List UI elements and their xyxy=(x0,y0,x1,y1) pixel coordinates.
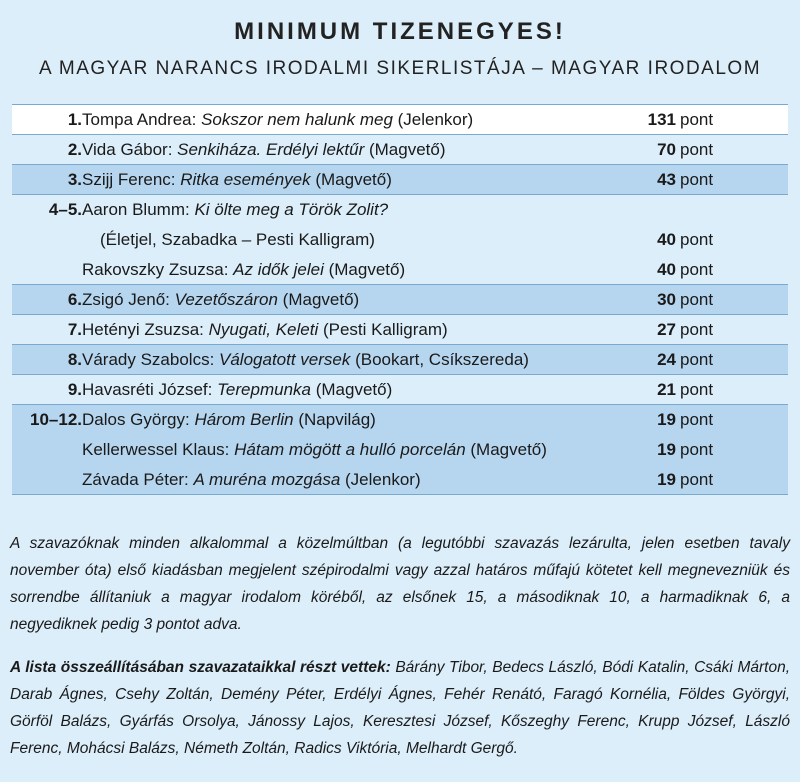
publisher: (Magvető) xyxy=(364,140,446,159)
rank: 3. xyxy=(67,170,82,189)
table-row xyxy=(12,465,788,495)
book-title: Válogatott versek xyxy=(219,350,351,369)
table-row xyxy=(12,285,788,315)
score: 131 xyxy=(647,110,676,129)
book-title: Nyugati, Keleti xyxy=(208,320,319,339)
table-row xyxy=(12,315,788,345)
ranking-table xyxy=(12,104,788,495)
rank: 4–5. xyxy=(48,200,82,219)
entry xyxy=(82,165,392,195)
entry xyxy=(82,285,359,315)
book-title: Ki ölte meg a Török Zolit? xyxy=(194,200,389,219)
score-unit: pont xyxy=(680,440,714,459)
entry xyxy=(82,135,445,165)
author: Szijj Ferenc: xyxy=(82,170,181,189)
author: Várady Szabolcs: xyxy=(82,350,220,369)
book-title: Vezetőszáron xyxy=(174,290,278,309)
publisher: (Bookart, Csíkszereda) xyxy=(350,350,529,369)
score-unit: pont xyxy=(680,140,714,159)
score: 27 xyxy=(657,320,676,339)
author: Aaron Blumm: xyxy=(82,200,195,219)
score: 19 xyxy=(657,410,676,429)
book-title: Az idők jelei xyxy=(233,260,324,279)
table-row xyxy=(12,165,788,195)
publisher: (Magvető) xyxy=(277,290,360,309)
score: 40 xyxy=(657,260,676,279)
voters-names: Bárány Tibor, Bedecs László, Bódi Katalin, Csáki Márton, Darab Ágnes, Csehy Zoltán, Demény Péter, Erdélyi Ágnes, Fehér Renátó, Faragó Kornélia, Földes Györgyi, Görföl Balázs, Gyárfás Orsolya, Jánossy Lajos, Keresztesi József, Kőszeghy Ferenc, Krupp József, László Ferenc, Mohácsi Balázs, Németh Zoltán, Radics Viktória, Melhardt Gergő. xyxy=(10,659,791,757)
score: 19 xyxy=(657,470,676,489)
book-title: Senkiháza. Erdélyi lektűr xyxy=(177,140,365,159)
rank: 8. xyxy=(67,350,82,369)
rank: 7. xyxy=(67,320,82,339)
entry xyxy=(82,315,448,345)
entry xyxy=(82,465,421,495)
score: 19 xyxy=(657,440,676,459)
entry xyxy=(82,195,388,225)
author: Rakovszky Zsuzsa: xyxy=(82,260,234,279)
score-unit: pont xyxy=(680,170,714,189)
score: 21 xyxy=(657,380,676,399)
author: Tompa Andrea: xyxy=(82,110,202,129)
score: 40 xyxy=(657,230,676,249)
table-row xyxy=(12,435,788,465)
score: 24 xyxy=(657,350,676,369)
voters-paragraph xyxy=(10,654,790,762)
rank: 9. xyxy=(67,380,82,399)
author: (Életjel, Szabadka – Pesti Kalligram) xyxy=(100,230,375,249)
score: 70 xyxy=(657,140,676,159)
publisher: (Pesti Kalligram) xyxy=(318,320,448,339)
entry xyxy=(82,405,376,435)
entry xyxy=(82,435,547,465)
score: 30 xyxy=(657,290,676,309)
rank: 1. xyxy=(67,110,82,129)
voting-description: A szavazóknak minden alkalommal a közelmúltban (a legutóbbi szavazás lezárulta, jelen esetben tavaly november óta) első kiadásban megjelent szépirodalmi vagy azzal határos műfajú kötetet kell megnevezniük és sorrendbe állítaniuk a magyar irodalom köréből, az elsőnek 15, a másodiknak 10, a harmadiknak 6, a negyediknek pedig 3 pontot adva. xyxy=(10,535,790,633)
entry xyxy=(82,105,473,135)
author: Závada Péter: xyxy=(82,470,194,489)
publisher: (Magvető) xyxy=(310,170,392,189)
table-row xyxy=(12,225,788,255)
voters-label: A lista összeállításában szavazataikkal részt vettek: xyxy=(10,659,391,676)
book-title: Terepmunka xyxy=(217,380,311,399)
table-row xyxy=(12,375,788,405)
book-title: Sokszor nem halunk meg xyxy=(201,110,393,129)
score-unit: pont xyxy=(680,320,714,339)
author: Hetényi Zsuzsa: xyxy=(82,320,209,339)
author: Kellerwessel Klaus: xyxy=(82,440,235,459)
book-title: Három Berlin xyxy=(194,410,294,429)
author: Zsigó Jenő: xyxy=(82,290,175,309)
score-unit: pont xyxy=(680,470,714,489)
score-unit: pont xyxy=(680,380,714,399)
author: Dalos György: xyxy=(82,410,195,429)
entry xyxy=(82,375,392,405)
score-unit: pont xyxy=(680,410,714,429)
score-unit: pont xyxy=(680,260,714,279)
score-unit: pont xyxy=(680,290,714,309)
table-row xyxy=(12,405,788,435)
author: Havasréti József: xyxy=(82,380,218,399)
score-unit: pont xyxy=(680,230,714,249)
table-row xyxy=(12,195,788,225)
rank: 10–12. xyxy=(30,410,82,429)
page-subtitle: A MAGYAR NARANCS IRODALMI SIKERLISTÁJA – MAGYAR IRODALOM xyxy=(38,58,762,79)
publisher: (Magvető) xyxy=(465,440,547,459)
entry xyxy=(82,345,529,375)
rank: 2. xyxy=(67,140,82,159)
publisher: (Jelenkor) xyxy=(392,110,474,129)
table-row xyxy=(12,105,788,135)
entry xyxy=(100,225,375,255)
score-unit: pont xyxy=(680,110,714,129)
entry xyxy=(82,255,405,285)
publisher: (Magvető) xyxy=(310,380,393,399)
table-row xyxy=(12,255,788,285)
book-title: Ritka események xyxy=(180,170,311,189)
score-unit: pont xyxy=(680,350,714,369)
page-title: MINIMUM TIZENEGYES! xyxy=(234,18,566,45)
book-title: Hátam mögött a hulló porcelán xyxy=(234,440,466,459)
score: 43 xyxy=(657,170,676,189)
table-row xyxy=(12,345,788,375)
publisher: (Jelenkor) xyxy=(340,470,421,489)
publisher: (Magvető) xyxy=(323,260,406,279)
book-title: A muréna mozgása xyxy=(193,470,341,489)
rank: 6. xyxy=(67,290,82,309)
publisher: (Napvilág) xyxy=(293,410,376,429)
author: Vida Gábor: xyxy=(82,140,178,159)
table-row xyxy=(12,135,788,165)
